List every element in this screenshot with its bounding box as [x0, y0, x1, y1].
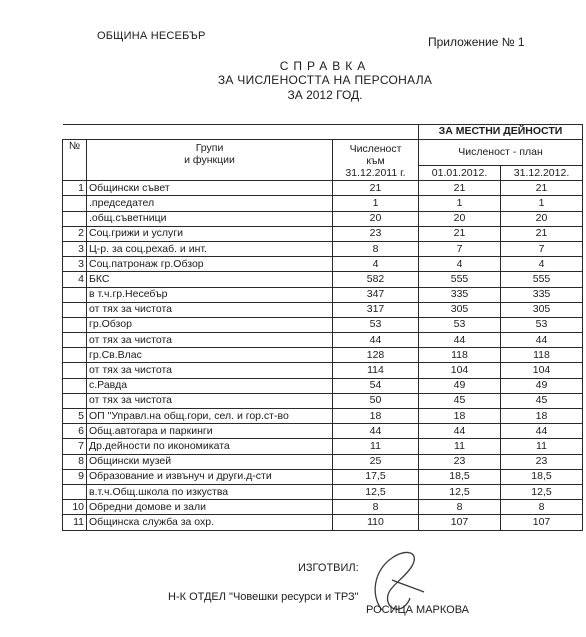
table-row — [63, 500, 583, 515]
row-plan-start: 12,5 — [419, 484, 501, 499]
row-number — [63, 348, 87, 363]
row-actual-2011: 23 — [333, 226, 419, 241]
row-number — [63, 317, 87, 332]
row-actual-2011: 582 — [333, 272, 419, 287]
row-plan-start: 23 — [419, 454, 501, 469]
row-plan-end: 23 — [501, 454, 583, 469]
row-number — [63, 393, 87, 408]
table-row — [63, 515, 583, 530]
row-plan-end: 4 — [501, 257, 583, 272]
row-plan-end: 49 — [501, 378, 583, 393]
row-number — [63, 363, 87, 378]
row-group-name: в т.ч.гр.Несебър — [87, 287, 333, 302]
row-actual-2011: 50 — [333, 393, 419, 408]
row-number: 7 — [63, 439, 87, 454]
table-row — [63, 196, 583, 211]
row-plan-start: 8 — [419, 500, 501, 515]
row-plan-start: 18 — [419, 409, 501, 424]
row-plan-end: 44 — [501, 333, 583, 348]
row-actual-2011: 20 — [333, 211, 419, 226]
local-activities-header: ЗА МЕСТНИ ДЕЙНОСТИ — [419, 125, 583, 140]
row-actual-2011: 17,5 — [333, 469, 419, 484]
row-number — [63, 484, 87, 499]
row-plan-end: 11 — [501, 439, 583, 454]
table-row — [63, 302, 583, 317]
table-row — [63, 348, 583, 363]
row-group-name: от тях за чистота — [87, 302, 333, 317]
row-plan-end: 18,5 — [501, 469, 583, 484]
row-plan-end: 1 — [501, 196, 583, 211]
table-row — [63, 378, 583, 393]
row-group-name: гр.Обзор — [87, 317, 333, 332]
row-group-name: Соц.грижи и услуги — [87, 226, 333, 241]
table-row — [63, 363, 583, 378]
row-plan-start: 20 — [419, 211, 501, 226]
signer-name: РОСИЦА МАРКОВА — [366, 604, 470, 616]
title-line-3: ЗА 2012 ГОД. — [287, 88, 363, 102]
row-number — [63, 211, 87, 226]
table-row — [63, 226, 583, 241]
row-group-name: .общ.съветници — [87, 211, 333, 226]
header-number: № — [63, 140, 87, 181]
row-actual-2011: 347 — [333, 287, 419, 302]
row-number: 11 — [63, 515, 87, 530]
row-plan-start: 118 — [419, 348, 501, 363]
prepared-by-label: ИЗГОТВИЛ: — [298, 562, 359, 574]
row-group-name: Обредни домове и зали — [87, 500, 333, 515]
table-row — [63, 272, 583, 287]
row-group-name: Соц.патронаж гр.Обзор — [87, 257, 333, 272]
table-row — [63, 409, 583, 424]
row-group-name: Общински музей — [87, 454, 333, 469]
row-group-name: ОП "Управл.на общ.гори, сел. и гор.ст-во — [87, 409, 333, 424]
header-groups-line-1: Групи — [195, 142, 224, 155]
header-actual — [333, 140, 419, 181]
row-group-name: Общински съвет — [87, 181, 333, 196]
row-group-name: Ц-р. за соц.рехаб. и инт. — [87, 241, 333, 256]
row-actual-2011: 44 — [333, 333, 419, 348]
row-group-name: от тях за чистота — [87, 363, 333, 378]
row-actual-2011: 44 — [333, 424, 419, 439]
table-row — [63, 317, 583, 332]
row-number — [63, 378, 87, 393]
row-group-name: гр.Св.Влас — [87, 348, 333, 363]
row-plan-end: 44 — [501, 424, 583, 439]
table-row — [63, 393, 583, 408]
row-plan-start: 53 — [419, 317, 501, 332]
row-actual-2011: 114 — [333, 363, 419, 378]
row-plan-start: 44 — [419, 333, 501, 348]
row-plan-end: 107 — [501, 515, 583, 530]
row-number: 9 — [63, 469, 87, 484]
table-body — [63, 181, 583, 530]
row-number — [63, 196, 87, 211]
row-actual-2011: 11 — [333, 439, 419, 454]
table-header-row — [63, 140, 583, 166]
table-top-header-row — [63, 125, 583, 140]
header-plan-end: 31.12.2012. — [501, 165, 583, 181]
row-plan-end: 12,5 — [501, 484, 583, 499]
row-number: 3 — [63, 241, 87, 256]
table-row — [63, 424, 583, 439]
table-row — [63, 211, 583, 226]
header-groups — [87, 140, 333, 181]
table-row — [63, 469, 583, 484]
row-plan-start: 107 — [419, 515, 501, 530]
row-actual-2011: 4 — [333, 257, 419, 272]
row-group-name: в.т.ч.Общ.школа по изкуства — [87, 484, 333, 499]
row-plan-start: 7 — [419, 241, 501, 256]
header-actual-line-1: Численост — [349, 143, 402, 156]
row-plan-end: 18 — [501, 409, 583, 424]
row-group-name: от тях за чистота — [87, 333, 333, 348]
department-name: Н-К ОТДЕЛ "Човешки ресурси и ТРЗ" — [168, 591, 359, 603]
row-number — [63, 287, 87, 302]
row-plan-end: 21 — [501, 226, 583, 241]
row-actual-2011: 12,5 — [333, 484, 419, 499]
header-plan-start: 01.01.2012. — [419, 165, 501, 181]
row-plan-start: 4 — [419, 257, 501, 272]
row-plan-end: 8 — [501, 500, 583, 515]
row-group-name: БКС — [87, 272, 333, 287]
row-plan-start: 335 — [419, 287, 501, 302]
header-plan: Численост - план — [419, 140, 583, 166]
row-number — [63, 302, 87, 317]
row-plan-start: 44 — [419, 424, 501, 439]
row-group-name: Общинска служба за охр. — [87, 515, 333, 530]
organization-name: ОБЩИНА НЕСЕБЪР — [97, 30, 206, 42]
row-actual-2011: 54 — [333, 378, 419, 393]
row-group-name: с.Равда — [87, 378, 333, 393]
row-plan-start: 555 — [419, 272, 501, 287]
row-actual-2011: 53 — [333, 317, 419, 332]
row-number: 1 — [63, 181, 87, 196]
table-row — [63, 241, 583, 256]
table-row — [63, 257, 583, 272]
row-plan-start: 21 — [419, 226, 501, 241]
table-row — [63, 439, 583, 454]
row-plan-start: 45 — [419, 393, 501, 408]
row-plan-start: 18,5 — [419, 469, 501, 484]
row-plan-start: 104 — [419, 363, 501, 378]
row-number: 10 — [63, 500, 87, 515]
row-number: 5 — [63, 409, 87, 424]
row-number: 4 — [63, 272, 87, 287]
row-plan-end: 305 — [501, 302, 583, 317]
row-actual-2011: 18 — [333, 409, 419, 424]
row-actual-2011: 8 — [333, 500, 419, 515]
row-number — [63, 333, 87, 348]
row-group-name: от тях за чистота — [87, 393, 333, 408]
row-plan-start: 305 — [419, 302, 501, 317]
title-line-1: СПРАВКА — [279, 59, 371, 73]
row-plan-end: 555 — [501, 272, 583, 287]
title-line-2: ЗА ЧИСЛЕНОСТТА НА ПЕРСОНАЛА — [217, 73, 433, 87]
row-plan-end: 20 — [501, 211, 583, 226]
row-plan-end: 53 — [501, 317, 583, 332]
staff-table — [62, 124, 583, 531]
table-row — [63, 454, 583, 469]
table-row — [63, 287, 583, 302]
row-plan-start: 49 — [419, 378, 501, 393]
row-group-name: Др.дейности по икономиката — [87, 439, 333, 454]
row-actual-2011: 317 — [333, 302, 419, 317]
table-row — [63, 333, 583, 348]
row-number: 2 — [63, 226, 87, 241]
appendix-label: Приложение № 1 — [428, 35, 525, 49]
row-actual-2011: 128 — [333, 348, 419, 363]
header-spacer — [63, 125, 419, 140]
row-plan-start: 21 — [419, 181, 501, 196]
row-plan-start: 1 — [419, 196, 501, 211]
header-actual-line-3: 31.12.2011 г. — [345, 167, 406, 180]
row-plan-end: 118 — [501, 348, 583, 363]
table-row — [63, 181, 583, 196]
row-number: 3 — [63, 257, 87, 272]
table-row — [63, 484, 583, 499]
row-actual-2011: 8 — [333, 241, 419, 256]
row-actual-2011: 110 — [333, 515, 419, 530]
row-plan-start: 11 — [419, 439, 501, 454]
row-plan-end: 104 — [501, 363, 583, 378]
row-number: 6 — [63, 424, 87, 439]
row-actual-2011: 25 — [333, 454, 419, 469]
row-plan-end: 45 — [501, 393, 583, 408]
row-number: 8 — [63, 454, 87, 469]
row-group-name: Образование и извънуч и други.д-сти — [87, 469, 333, 484]
row-plan-end: 21 — [501, 181, 583, 196]
row-group-name: .председател — [87, 196, 333, 211]
header-actual-line-2: към — [366, 155, 385, 168]
header-groups-line-2: и функции — [184, 154, 235, 167]
row-group-name: Общ.автогара и паркинги — [87, 424, 333, 439]
row-plan-end: 335 — [501, 287, 583, 302]
row-plan-end: 7 — [501, 241, 583, 256]
row-actual-2011: 21 — [333, 181, 419, 196]
row-actual-2011: 1 — [333, 196, 419, 211]
